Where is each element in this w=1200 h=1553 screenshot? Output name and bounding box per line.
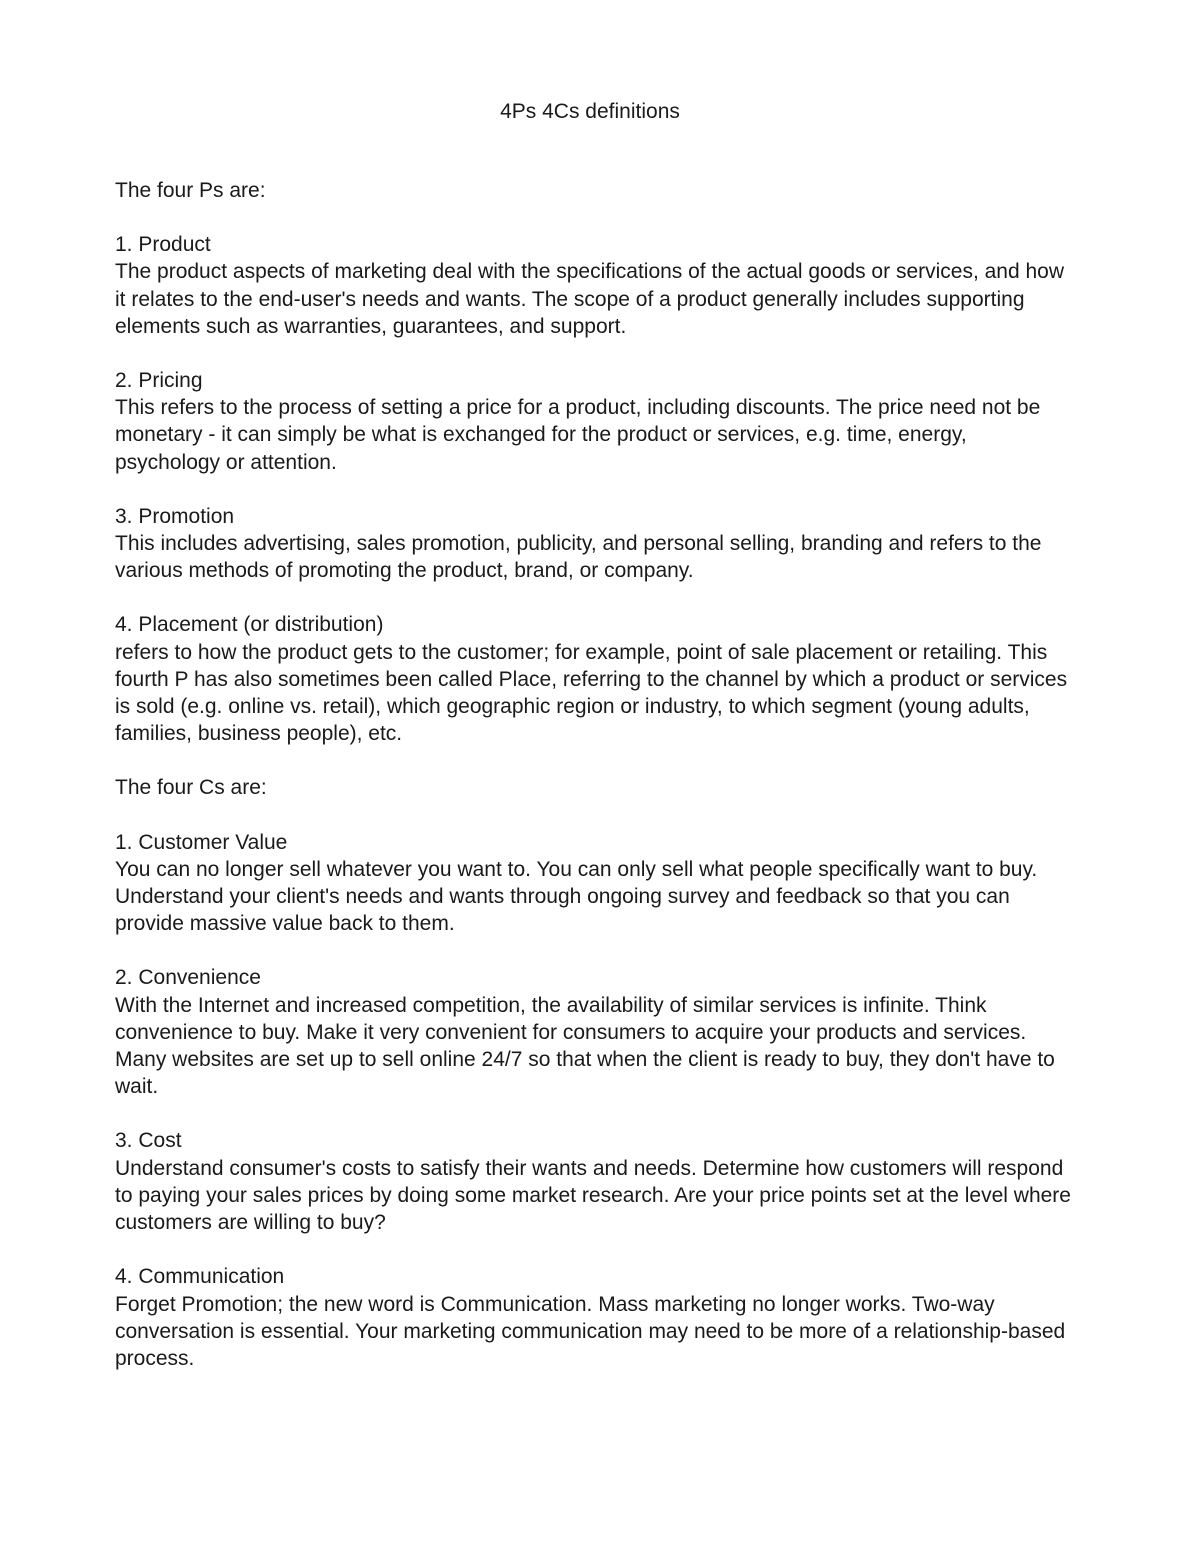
item-body: Forget Promotion; the new word is Communication. Mass marketing no longer works. Two-way conversation is essential. Your marketing communication may need to be more of a relationship-based process. [115,1292,1066,1370]
four-ps-intro: The four Ps are: [115,179,266,202]
document-title: 4Ps 4Cs definitions [500,100,680,123]
item-heading: 4. Communication [115,1265,285,1289]
item-body: refers to how the product gets to the customer; for example, point of sale placement or retailing. This fourth P has also sometimes been called Place, referring to the channel by which a product or services is sold (e.g. online vs. retail), which geographic region or industry, to which segment (young adults, families, business people), etc. [115,640,1068,746]
four-cs-intro: The four Cs are: [115,776,267,800]
item-body: This includes advertising, sales promotion, publicity, and personal selling, branding and refers to the various methods of promoting the product, brand, or company. [115,532,1042,583]
item-heading: 2. Convenience [115,966,261,990]
item-body: You can no longer sell whatever you want to. You can only sell what people specifically want to buy. Understand your client's needs and wants through ongoing survey and feedback so that you can provide massive value back to them. [115,857,1038,936]
four-ps-item-promotion [115,503,1075,585]
four-cs-item-cost [115,1127,1075,1236]
document-body [115,177,1075,1399]
item-heading: 1. Customer Value [115,830,288,854]
four-cs-item-communication [115,1263,1075,1372]
item-heading: 3. Promotion [115,504,235,528]
item-body: Understand consumer's costs to satisfy their wants and needs. Determine how customers will respond to paying your sales prices by doing some market research. Are your price points set at the level where customers are willing to buy? [115,1156,1071,1235]
four-cs-item-convenience [115,964,1075,1100]
item-heading: 4. Placement (or distribution) [115,613,384,637]
item-heading: 2. Pricing [115,369,203,393]
item-heading: 1. Product [115,233,211,257]
item-body: With the Internet and increased competition, the availability of similar services is infinite. Think convenience to buy. Make it very convenient for consumers to acquire your products and services. Many websites are set up to sell online 24/7 so that when the client is ready to buy, they don't have to wait. [115,993,1055,1099]
four-ps-item-product [115,231,1075,340]
four-ps-item-placement [115,611,1075,747]
item-heading: 3. Cost [115,1129,182,1153]
item-body: This refers to the process of setting a price for a product, including discounts. The price need not be monetary - it can simply be what is exchanged for the product or services, e.g. time, energy, psychology or attention. [115,396,1041,474]
item-body: The product aspects of marketing deal with the specifications of the actual goods or services, and how it relates to the end-user's needs and wants. The scope of a product generally includes supporting elements such as warranties, guarantees, and support. [115,260,1065,338]
four-cs-item-customer-value [115,829,1075,938]
four-ps-item-pricing [115,367,1075,476]
